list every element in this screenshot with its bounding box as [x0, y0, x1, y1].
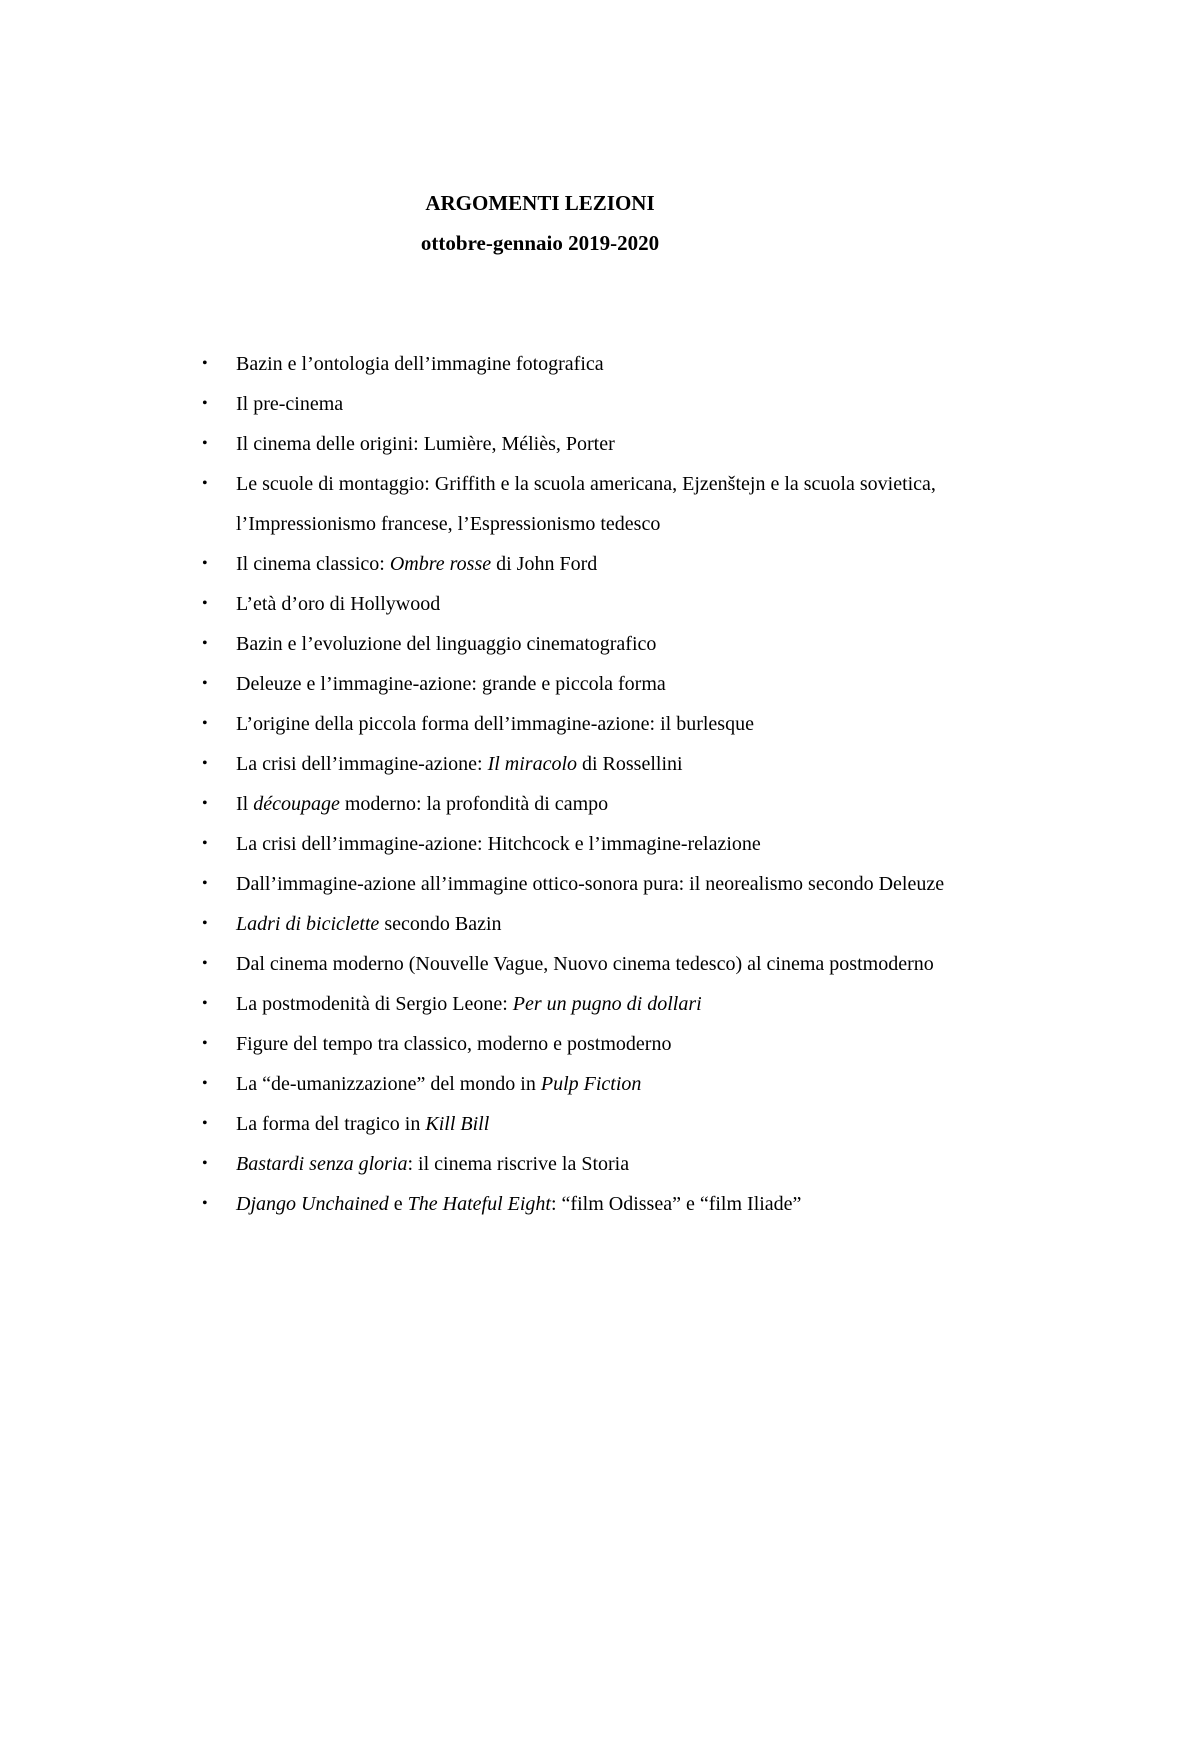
topic-item: [202, 864, 1016, 904]
bullet-icon: •: [202, 755, 208, 772]
topic-item: [202, 1144, 1016, 1184]
topic-title-italic: Bastardi senza gloria: [236, 1153, 408, 1175]
page-subtitle: ottobre-gennaio 2019-2020: [420, 231, 660, 255]
topic-title-italic: découpage: [253, 793, 340, 815]
topic-text: Il: [236, 793, 254, 815]
topic-title-italic: Il miracolo: [487, 753, 577, 775]
topic-item: [202, 944, 1016, 984]
topic-text: Bazin e l’ontologia dell’immagine fotografica: [236, 353, 604, 375]
topic-text: La postmodenità di Sergio Leone:: [236, 993, 513, 1015]
bullet-icon: •: [202, 555, 208, 572]
topic-title-italic: The Hateful Eight: [407, 1193, 551, 1215]
bullet-icon: •: [202, 635, 208, 652]
bullet-icon: •: [202, 995, 208, 1012]
bullet-icon: •: [202, 675, 208, 692]
topic-item: [202, 664, 1016, 704]
topic-item: [202, 344, 1016, 384]
bullet-icon: •: [202, 1155, 208, 1172]
bullet-icon: •: [202, 875, 208, 892]
topic-item: [202, 984, 1016, 1024]
bullet-icon: •: [202, 1115, 208, 1132]
bullet-icon: •: [202, 955, 208, 972]
topic-item: [202, 1104, 1016, 1144]
bullet-icon: •: [202, 1195, 208, 1212]
topic-text: di Rossellini: [577, 753, 683, 775]
bullet-icon: •: [202, 915, 208, 932]
topic-item: [202, 1064, 1016, 1104]
topic-item: [202, 544, 1016, 584]
topic-text: Le scuole di montaggio: Griffith e la scuola americana, Ejzenštejn e la scuola sovietica, l’Impressionismo francese, l’Espressionismo tedesco: [236, 473, 936, 535]
topic-text: di John Ford: [491, 553, 598, 575]
topic-text: L’età d’oro di Hollywood: [236, 593, 441, 615]
topic-item: [202, 824, 1016, 864]
topic-text: Deleuze e l’immagine-azione: grande e piccola forma: [236, 673, 666, 695]
topic-item: [202, 384, 1016, 424]
topic-text: Il cinema delle origini: Lumière, Méliès, Porter: [236, 433, 615, 455]
topic-title-italic: Django Unchained: [236, 1193, 389, 1215]
topic-item: [202, 424, 1016, 464]
bullet-icon: •: [202, 355, 208, 372]
topic-text: moderno: la profondità di campo: [339, 793, 609, 815]
topic-text: Dall’immagine-azione all’immagine ottico-sonora pura: il neorealismo secondo Deleuze: [236, 873, 945, 895]
bullet-icon: •: [202, 1035, 208, 1052]
bullet-icon: •: [202, 795, 208, 812]
topic-item: [202, 584, 1016, 624]
bullet-icon: •: [202, 835, 208, 852]
topic-text: Dal cinema moderno (Nouvelle Vague, Nuovo cinema tedesco) al cinema postmoderno: [236, 953, 934, 975]
topic-text: L’origine della piccola forma dell’immagine-azione: il burlesque: [236, 713, 754, 735]
bullet-icon: •: [202, 435, 208, 452]
bullet-icon: •: [202, 1075, 208, 1092]
topic-item: [202, 464, 1016, 544]
topic-text: Bazin e l’evoluzione del linguaggio cinematografico: [236, 633, 657, 655]
topic-text: : il cinema riscrive la Storia: [407, 1153, 630, 1175]
topic-item: [202, 784, 1016, 824]
bullet-icon: •: [202, 595, 208, 612]
bullet-icon: •: [202, 395, 208, 412]
topic-title-italic: Ombre rosse: [389, 553, 492, 575]
topic-text: e: [388, 1193, 408, 1215]
topic-text: Figure del tempo tra classico, moderno e postmoderno: [236, 1033, 672, 1055]
topic-text: Il pre-cinema: [236, 393, 344, 415]
topic-item: [202, 704, 1016, 744]
page-title: ARGOMENTI LEZIONI: [425, 191, 655, 215]
topic-text: La “de-umanizzazione” del mondo in: [236, 1073, 541, 1095]
bullet-icon: •: [202, 475, 208, 492]
title-block: [0, 183, 1080, 263]
topic-list: [202, 344, 1016, 1224]
topic-text: La crisi dell’immagine-azione:: [236, 753, 488, 775]
topic-title-italic: Ladri di biciclette: [236, 913, 380, 935]
topic-item: [202, 1024, 1016, 1064]
topic-title-italic: Pulp Fiction: [540, 1073, 642, 1095]
topic-text: secondo Bazin: [379, 913, 502, 935]
topic-text: La crisi dell’immagine-azione: Hitchcock e l’immagine-relazione: [236, 833, 761, 855]
topic-item: [202, 624, 1016, 664]
topic-text: : “film Odissea” e “film Iliade”: [550, 1193, 802, 1215]
topic-item: [202, 904, 1016, 944]
topic-title-italic: Kill Bill: [425, 1113, 490, 1135]
topic-item: [202, 744, 1016, 784]
topic-title-italic: Per un pugno di dollari: [512, 993, 702, 1015]
bullet-icon: •: [202, 715, 208, 732]
topic-text: La forma del tragico in: [236, 1113, 426, 1135]
topic-text: Il cinema classico:: [236, 553, 390, 575]
topic-item: [202, 1184, 1016, 1224]
